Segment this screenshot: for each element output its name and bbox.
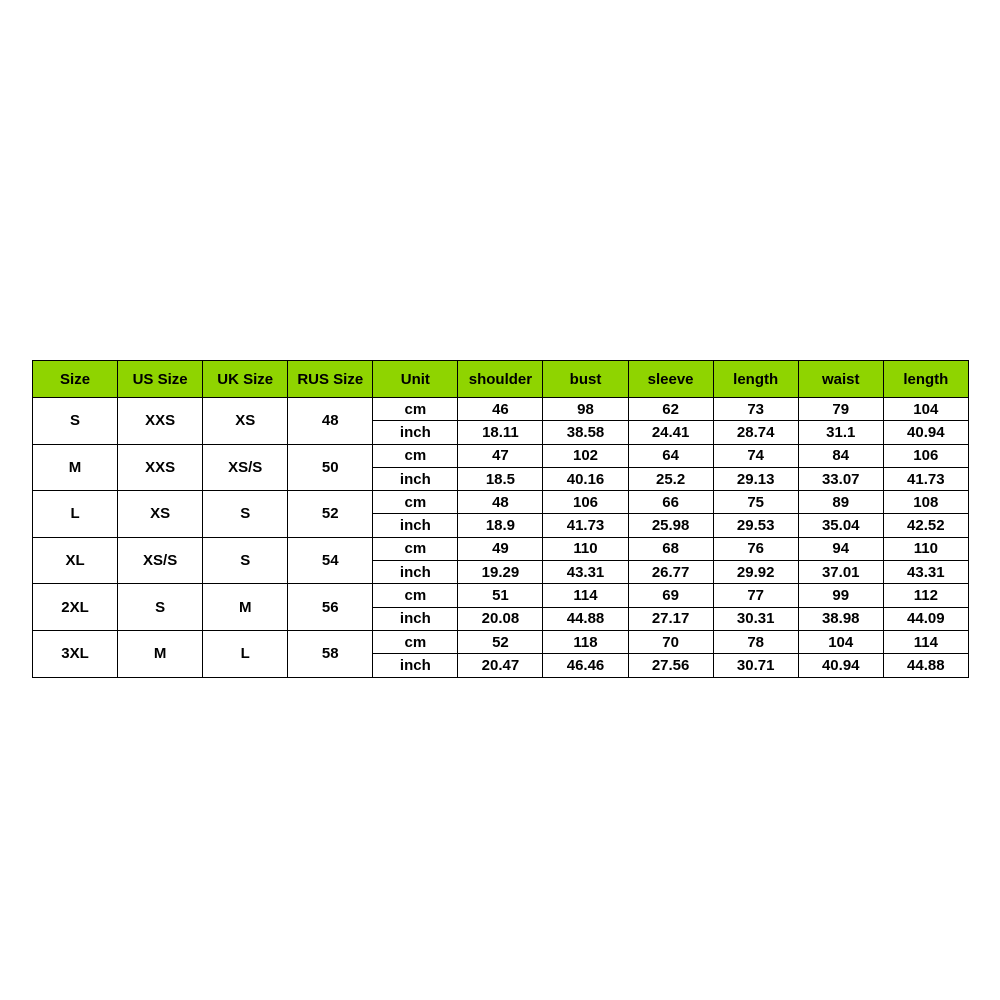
header-cell-unit: Unit (373, 361, 458, 398)
measurement-cell: 18.5 (458, 467, 543, 490)
measurement-cell: 89 (798, 491, 883, 514)
us-size-cell: M (118, 630, 203, 677)
rus-size-cell: 56 (288, 584, 373, 631)
rus-size-cell: 50 (288, 444, 373, 491)
measurement-cell: 26.77 (628, 561, 713, 584)
measurement-cell: 27.17 (628, 607, 713, 630)
measurement-cell: 41.73 (883, 467, 968, 490)
us-size-cell: XS/S (118, 537, 203, 584)
header-row (33, 361, 969, 398)
uk-size-cell: S (203, 537, 288, 584)
header-cell-uk-size: UK Size (203, 361, 288, 398)
measurement-cell: 33.07 (798, 467, 883, 490)
unit-cell: inch (373, 467, 458, 490)
measurement-cell: 44.88 (883, 654, 968, 677)
measurement-cell: 40.16 (543, 467, 628, 490)
measurement-cell: 76 (713, 537, 798, 560)
measurement-cell: 41.73 (543, 514, 628, 537)
measurement-cell: 46.46 (543, 654, 628, 677)
measurement-cell: 20.08 (458, 607, 543, 630)
rus-size-cell: 58 (288, 630, 373, 677)
measurement-cell: 24.41 (628, 421, 713, 444)
us-size-cell: XXS (118, 398, 203, 445)
unit-cell: inch (373, 421, 458, 444)
measurement-cell: 106 (883, 444, 968, 467)
measurement-cell: 30.31 (713, 607, 798, 630)
measurement-cell: 64 (628, 444, 713, 467)
rus-size-cell: 54 (288, 537, 373, 584)
rus-size-cell: 52 (288, 491, 373, 538)
measurement-cell: 31.1 (798, 421, 883, 444)
measurement-cell: 38.98 (798, 607, 883, 630)
measurement-cell: 66 (628, 491, 713, 514)
measurement-cell: 18.9 (458, 514, 543, 537)
size-cell: 3XL (33, 630, 118, 677)
measurement-cell: 68 (628, 537, 713, 560)
unit-cell: inch (373, 561, 458, 584)
measurement-cell: 29.13 (713, 467, 798, 490)
unit-cell: inch (373, 514, 458, 537)
measurement-cell: 25.98 (628, 514, 713, 537)
us-size-cell: S (118, 584, 203, 631)
unit-cell: cm (373, 584, 458, 607)
uk-size-cell: S (203, 491, 288, 538)
measurement-cell: 77 (713, 584, 798, 607)
measurement-cell: 104 (883, 398, 968, 421)
size-cell: L (33, 491, 118, 538)
unit-cell: cm (373, 444, 458, 467)
unit-cell: cm (373, 630, 458, 653)
measurement-cell: 18.11 (458, 421, 543, 444)
unit-cell: cm (373, 398, 458, 421)
us-size-cell: XS (118, 491, 203, 538)
rus-size-cell: 48 (288, 398, 373, 445)
measurement-cell: 43.31 (543, 561, 628, 584)
table-row (33, 630, 969, 653)
measurement-cell: 73 (713, 398, 798, 421)
header-cell-bust: bust (543, 361, 628, 398)
measurement-cell: 99 (798, 584, 883, 607)
uk-size-cell: L (203, 630, 288, 677)
table-row (33, 584, 969, 607)
unit-cell: cm (373, 537, 458, 560)
measurement-cell: 114 (543, 584, 628, 607)
size-cell: S (33, 398, 118, 445)
measurement-cell: 49 (458, 537, 543, 560)
header-cell-length: length (713, 361, 798, 398)
measurement-cell: 43.31 (883, 561, 968, 584)
header-cell-sleeve: sleeve (628, 361, 713, 398)
measurement-cell: 112 (883, 584, 968, 607)
header-cell-length-2: length (883, 361, 968, 398)
measurement-cell: 20.47 (458, 654, 543, 677)
size-chart-table (32, 360, 969, 678)
measurement-cell: 40.94 (883, 421, 968, 444)
measurement-cell: 110 (543, 537, 628, 560)
size-chart-body (33, 398, 969, 678)
measurement-cell: 118 (543, 630, 628, 653)
measurement-cell: 44.09 (883, 607, 968, 630)
uk-size-cell: XS (203, 398, 288, 445)
table-row (33, 491, 969, 514)
size-chart-header (33, 361, 969, 398)
unit-cell: cm (373, 491, 458, 514)
unit-cell: inch (373, 607, 458, 630)
measurement-cell: 110 (883, 537, 968, 560)
measurement-cell: 27.56 (628, 654, 713, 677)
measurement-cell: 38.58 (543, 421, 628, 444)
us-size-cell: XXS (118, 444, 203, 491)
table-row (33, 537, 969, 560)
uk-size-cell: XS/S (203, 444, 288, 491)
header-cell-us-size: US Size (118, 361, 203, 398)
measurement-cell: 48 (458, 491, 543, 514)
header-cell-waist: waist (798, 361, 883, 398)
measurement-cell: 40.94 (798, 654, 883, 677)
measurement-cell: 44.88 (543, 607, 628, 630)
measurement-cell: 69 (628, 584, 713, 607)
measurement-cell: 70 (628, 630, 713, 653)
uk-size-cell: M (203, 584, 288, 631)
measurement-cell: 29.92 (713, 561, 798, 584)
header-cell-shoulder: shoulder (458, 361, 543, 398)
measurement-cell: 47 (458, 444, 543, 467)
size-cell: 2XL (33, 584, 118, 631)
measurement-cell: 29.53 (713, 514, 798, 537)
measurement-cell: 52 (458, 630, 543, 653)
measurement-cell: 37.01 (798, 561, 883, 584)
measurement-cell: 19.29 (458, 561, 543, 584)
measurement-cell: 78 (713, 630, 798, 653)
table-row (33, 444, 969, 467)
measurement-cell: 46 (458, 398, 543, 421)
measurement-cell: 74 (713, 444, 798, 467)
measurement-cell: 62 (628, 398, 713, 421)
measurement-cell: 35.04 (798, 514, 883, 537)
measurement-cell: 108 (883, 491, 968, 514)
measurement-cell: 51 (458, 584, 543, 607)
unit-cell: inch (373, 654, 458, 677)
measurement-cell: 102 (543, 444, 628, 467)
header-cell-rus-size: RUS Size (288, 361, 373, 398)
header-cell-size: Size (33, 361, 118, 398)
measurement-cell: 25.2 (628, 467, 713, 490)
measurement-cell: 104 (798, 630, 883, 653)
table-row (33, 398, 969, 421)
measurement-cell: 94 (798, 537, 883, 560)
measurement-cell: 42.52 (883, 514, 968, 537)
size-cell: XL (33, 537, 118, 584)
measurement-cell: 106 (543, 491, 628, 514)
measurement-cell: 79 (798, 398, 883, 421)
measurement-cell: 75 (713, 491, 798, 514)
measurement-cell: 84 (798, 444, 883, 467)
measurement-cell: 30.71 (713, 654, 798, 677)
measurement-cell: 114 (883, 630, 968, 653)
measurement-cell: 28.74 (713, 421, 798, 444)
size-cell: M (33, 444, 118, 491)
measurement-cell: 98 (543, 398, 628, 421)
